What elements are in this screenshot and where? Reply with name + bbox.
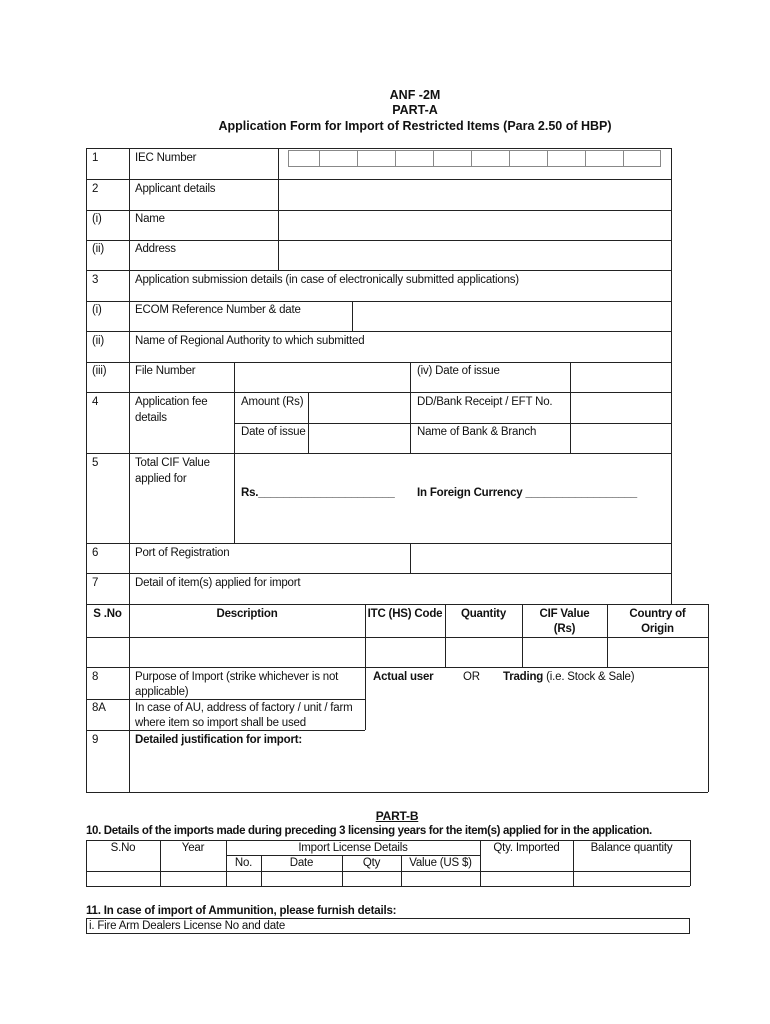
row-2-number: 2 <box>92 183 99 195</box>
bank-branch-label: Name of Bank & Branch <box>417 426 537 438</box>
history-license-no-header: No. <box>234 857 253 869</box>
date-of-issue-label: (iv) Date of issue <box>417 365 500 377</box>
amount-label: Amount (Rs) <box>241 396 304 408</box>
file-number-label: File Number <box>135 365 196 377</box>
row-5-number: 5 <box>92 457 99 469</box>
history-year-header: Year <box>181 842 205 854</box>
row-3i-number: (i) <box>92 304 102 316</box>
row-8-number: 8 <box>92 671 99 683</box>
purpose-or-text: OR <box>463 671 480 683</box>
question-10: 10. Details of the imports made during preceding 3 licensing years for the item(s) applied for in the application. <box>86 825 652 837</box>
row-7-number: 7 <box>92 577 99 589</box>
regional-authority-label: Name of Regional Authority to which submitted <box>135 335 365 347</box>
part-a-heading: PART-A <box>392 103 438 117</box>
address-label: Address <box>135 243 176 255</box>
col-itc-code-header: ITC (HS) Code <box>367 608 443 620</box>
col-country-header-line2: Origin <box>641 623 674 635</box>
justification-label: Detailed justification for import: <box>135 734 302 746</box>
question-11: 11. In case of import of Ammunition, please furnish details: <box>86 905 397 917</box>
purpose-label-line2: applicable) <box>135 686 189 698</box>
file-number-field[interactable] <box>236 364 408 390</box>
row-9-number: 9 <box>92 734 99 746</box>
date-of-issue-field[interactable] <box>572 364 669 390</box>
iec-number-label: IEC Number <box>135 152 197 164</box>
row-1-number: 1 <box>92 152 99 164</box>
col-country-header: Country of <box>629 608 686 620</box>
fee-date-of-issue-label: Date of issue <box>241 426 306 438</box>
submission-details-label: Application submission details (in case of electronically submitted applications) <box>135 274 519 286</box>
row-8a-number: 8A <box>92 702 106 714</box>
row-3-number: 3 <box>92 274 99 286</box>
form-title: Application Form for Import of Restricted Items (Para 2.50 of HBP) <box>218 119 612 133</box>
purpose-trading-option[interactable] <box>503 670 634 685</box>
name-label: Name <box>135 213 165 225</box>
row-4-number: 4 <box>92 396 99 408</box>
row-3ii-number: (ii) <box>92 335 104 347</box>
history-balance-header: Balance quantity <box>590 842 673 854</box>
cif-foreign-currency-field[interactable]: In Foreign Currency __________________ <box>417 487 637 499</box>
col-cif-value-unit: (Rs) <box>553 623 576 635</box>
history-license-details-header: Import License Details <box>298 842 408 854</box>
cif-rupees-field[interactable]: Rs.______________________ <box>241 487 395 499</box>
port-of-registration-field[interactable] <box>412 545 669 571</box>
part-b-heading: PART-B <box>375 809 419 823</box>
name-field[interactable] <box>280 212 669 238</box>
factory-address-label-line1: In case of AU, address of factory / unit / farm <box>135 702 353 714</box>
applicant-details-label: Applicant details <box>135 183 216 195</box>
row-6-number: 6 <box>92 547 99 559</box>
fire-arm-license-label: i. Fire Arm Dealers License No and date <box>89 920 286 932</box>
ecom-reference-label: ECOM Reference Number & date <box>135 304 301 316</box>
history-license-date-header: Date <box>289 857 314 869</box>
history-sno-header: S.No <box>110 842 136 854</box>
total-cif-label-line1: Total CIF Value <box>135 457 210 469</box>
purpose-label-line1: Purpose of Import (strike whichever is not <box>135 671 339 683</box>
history-license-value-header: Value (US $) <box>409 857 472 869</box>
address-field[interactable] <box>280 242 669 268</box>
total-cif-label-line2: applied for <box>135 473 187 485</box>
history-qty-imported-header: Qty. Imported <box>493 842 560 854</box>
col-quantity-header: Quantity <box>460 608 507 620</box>
application-fee-label-line1: Application fee <box>135 396 208 408</box>
row-2ii-number: (ii) <box>92 243 104 255</box>
col-description-header: Description <box>216 608 278 620</box>
port-of-registration-label: Port of Registration <box>135 547 230 559</box>
row-3iii-number: (iii) <box>92 365 107 377</box>
trading-label: Trading <box>503 671 544 683</box>
col-cif-value-header: CIF Value <box>539 608 590 620</box>
trading-note: (i.e. Stock & Sale) <box>546 671 635 683</box>
item-details-label: Detail of item(s) applied for import <box>135 577 301 589</box>
justification-field[interactable] <box>131 750 706 790</box>
factory-address-label-line2: where item so import shall be used <box>135 717 306 729</box>
form-code: ANF -2M <box>389 88 441 102</box>
col-sno-header: S .No <box>93 608 122 620</box>
fire-arm-license-row[interactable] <box>86 918 690 934</box>
purpose-actual-user-option[interactable]: Actual user <box>373 671 434 683</box>
history-license-qty-header: Qty <box>362 857 381 869</box>
dd-bank-receipt-label: DD/Bank Receipt / EFT No. <box>417 396 553 408</box>
row-2i-number: (i) <box>92 213 102 225</box>
ecom-reference-field[interactable] <box>354 303 669 329</box>
application-fee-label-line2: details <box>135 412 167 424</box>
